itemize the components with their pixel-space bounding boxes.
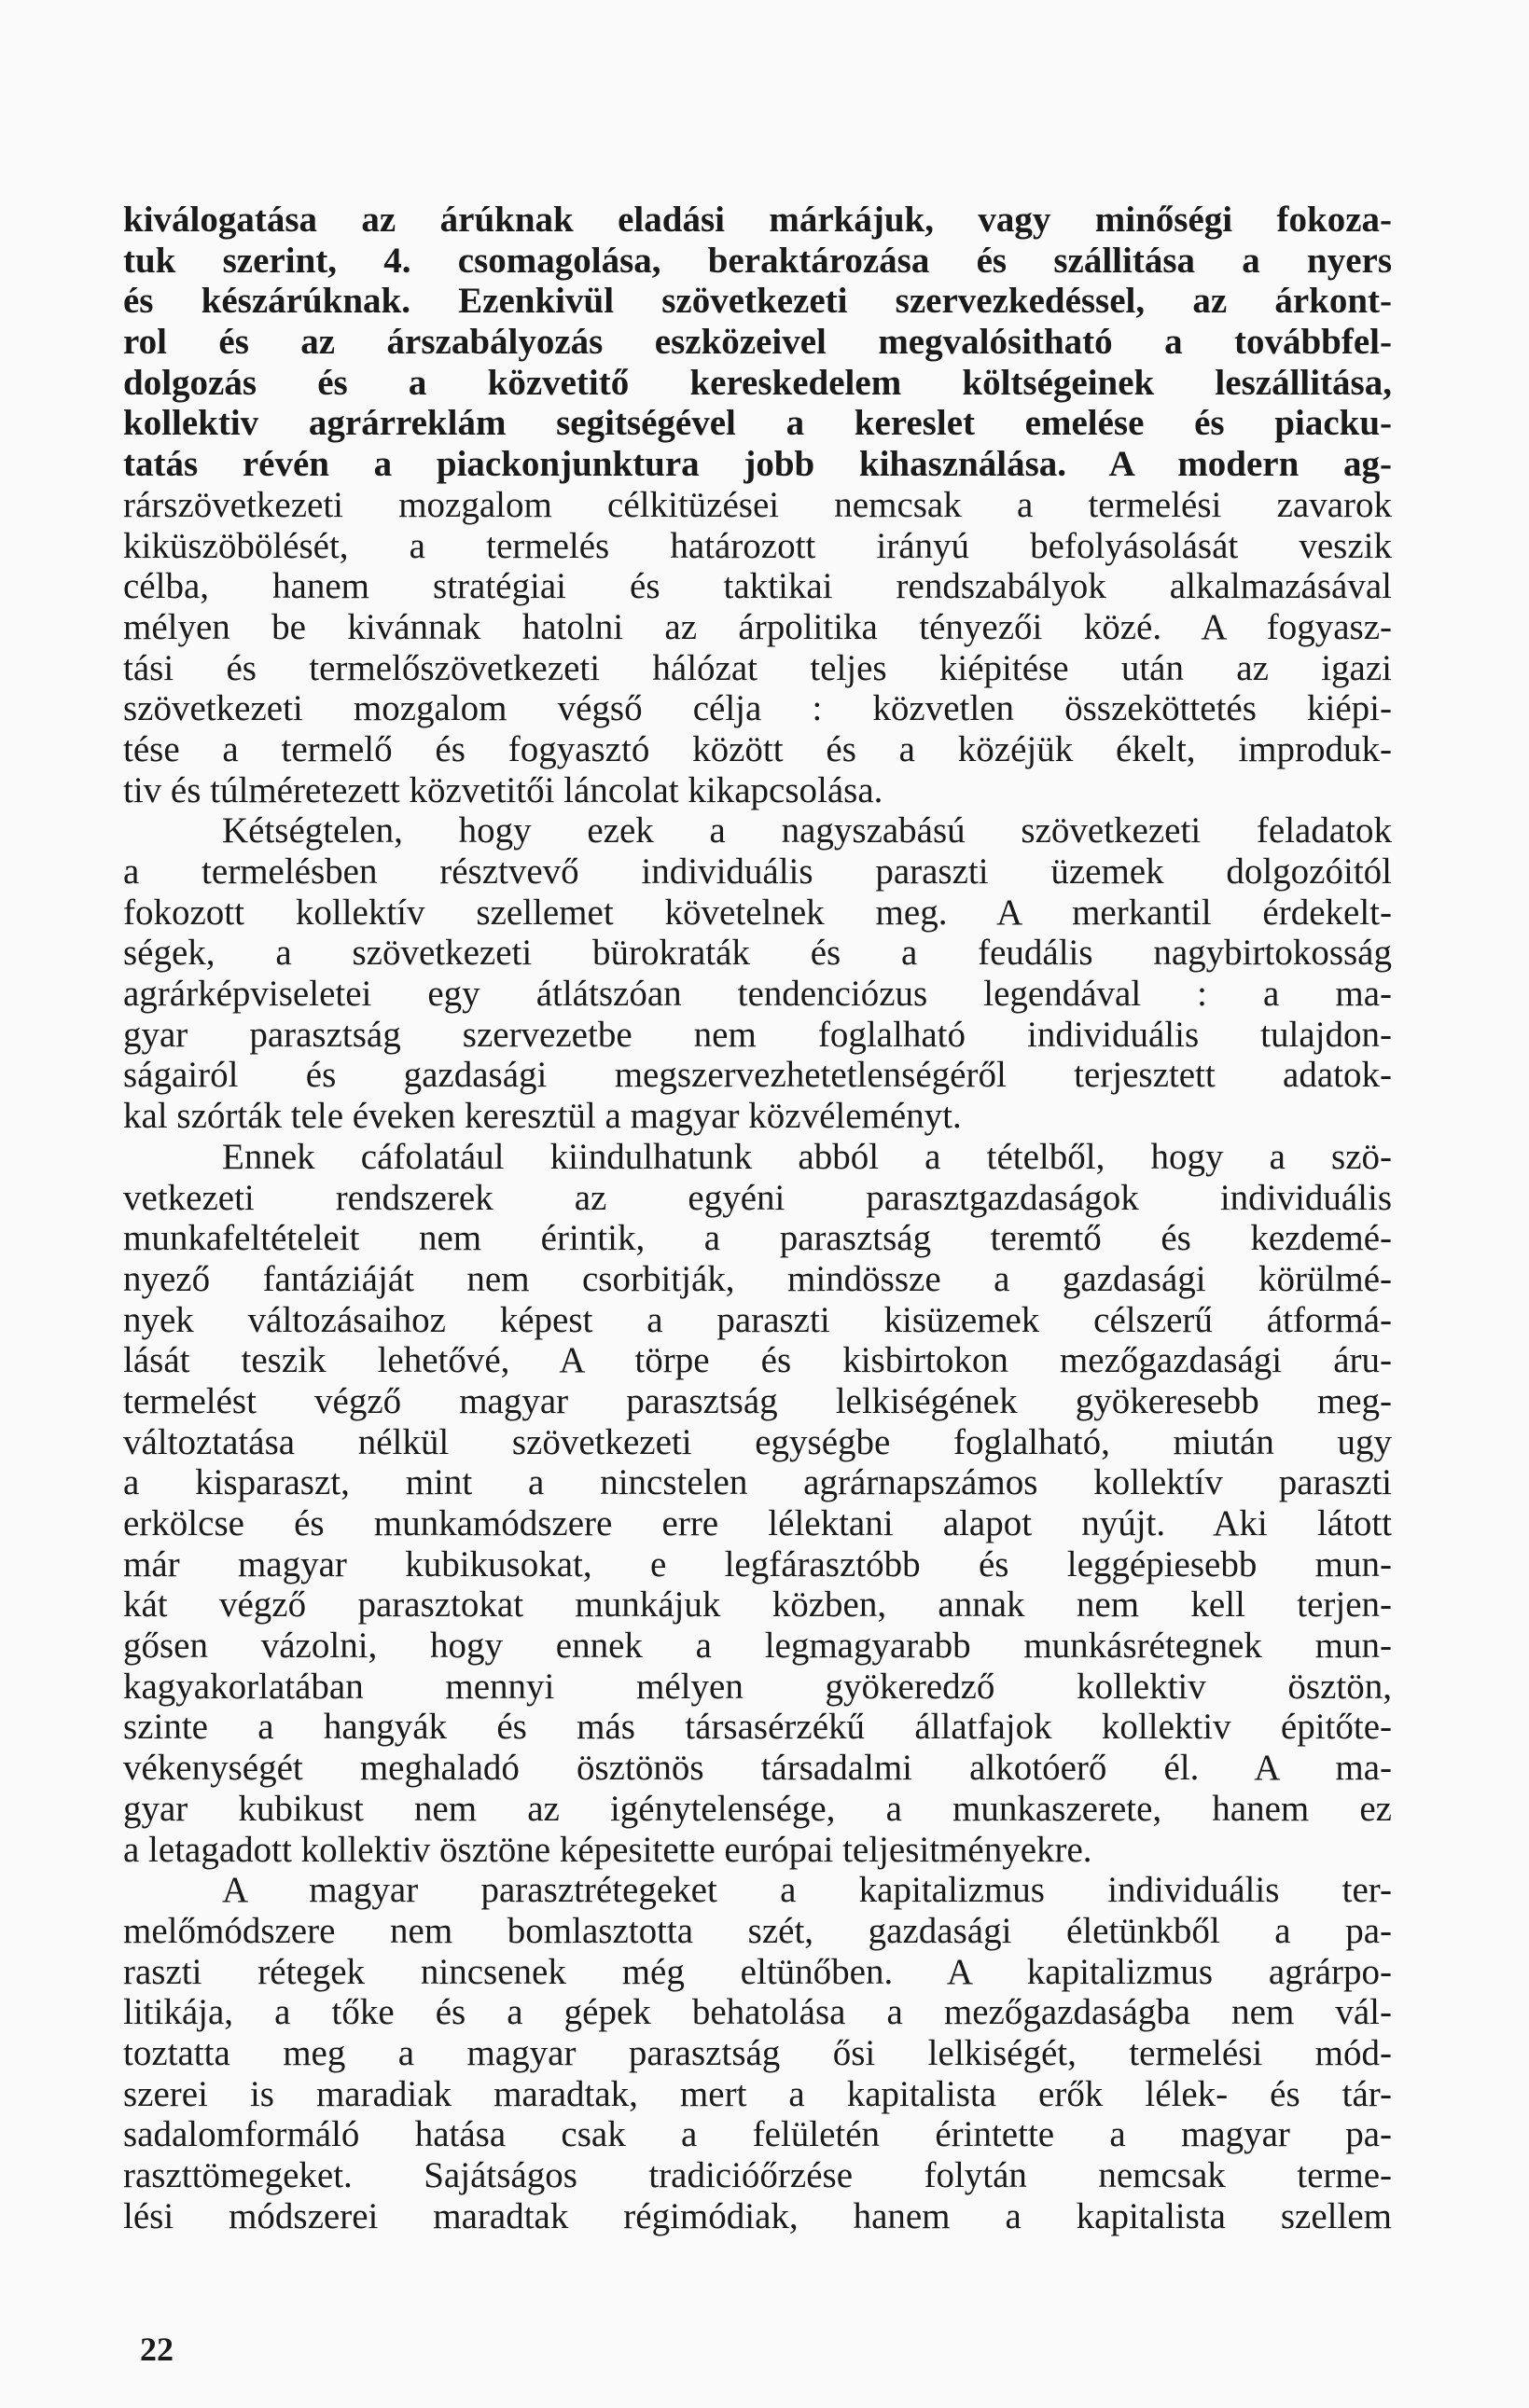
text-line: kát végző parasztokat munkájuk közben, annak nem kell terjen- <box>123 1585 1392 1626</box>
text-line: a letagadott kollektiv ösztöne képesitette európai teljesitményekre. <box>123 1829 1092 1870</box>
text-line: melőmódszere nem bomlasztotta szét, gazdasági életünkből a pa- <box>123 1910 1392 1951</box>
text-line: kiküszöbölését, a termelés határozott irányú befolyásolását veszik <box>123 525 1392 566</box>
text-line: nyező fantáziáját nem csorbitják, mindössze a gazdasági körülmé- <box>123 1258 1392 1299</box>
text-line: raszttömegeket. Sajátságos tradicióőrzése folytán nemcsak terme- <box>123 2155 1392 2195</box>
text-line: kagyakorlatában mennyi mélyen gyökeredző kollektiv ösztön, <box>123 1666 1392 1707</box>
text-line: lési módszerei maradtak régimódiak, hanem a kapitalista szellem <box>123 2195 1392 2236</box>
text-line: dolgozás és a közvetitő kereskedelem költségeinek leszállitása, <box>123 362 1392 403</box>
text-line: tése a termelő és fogyasztó között és a közéjük ékelt, improduk- <box>123 728 1392 769</box>
text-line: kal szórták tele éveken keresztül a magyar közvéleményt. <box>123 1096 962 1137</box>
text-line: már magyar kubikusokat, e legfárasztóbb és leggépiesebb mun- <box>123 1543 1392 1585</box>
text-line: fokozott kollektív szellemet követelnek meg. A merkantil érdekelt- <box>123 892 1392 933</box>
text-line: tatás révén a piackonjunktura jobb kihasználása. A modern ag- <box>123 444 1392 485</box>
text-line: mélyen be kivánnak hatolni az árpolitika tényezői közé. A fogyasz- <box>123 606 1392 647</box>
text-line: változtatása nélkül szövetkezeti egységbe foglalható, miután ugy <box>123 1421 1392 1462</box>
page-number: 22 <box>140 2331 174 2368</box>
body-text <box>123 200 1392 2236</box>
text-line: szerei is maradiak maradtak, mert a kapitalista erők lélek- és tár- <box>123 2073 1392 2114</box>
text-line: rárszövetkezeti mozgalom célkitüzései nemcsak a termelési zavarok <box>123 484 1392 525</box>
text-line: és készárúknak. Ezenkivül szövetkezeti szervezkedéssel, az árkont- <box>123 281 1392 322</box>
text-line: szövetkezeti mozgalom végső célja : közvetlen összeköttetés kiépi- <box>123 688 1392 729</box>
text-line: lását teszik lehetővé, A törpe és kisbirtokon mezőgazdasági áru- <box>123 1340 1392 1381</box>
text-line: gyar kubikust nem az igénytelensége, a munkaszerete, hanem ez <box>123 1788 1392 1829</box>
text-line: kollektiv agrárreklám segitségével a kereslet emelése és piacku- <box>123 403 1392 444</box>
text-line: erkölcse és munkamódszere erre lélektani alapot nyújt. Aki látott <box>123 1503 1392 1543</box>
text-line: tuk szerint, 4. csomagolása, beraktározása és szállitása a nyers <box>123 240 1392 281</box>
text-line: raszti rétegek nincsenek még eltünőben. A kapitalizmus agrárpo- <box>123 1951 1392 1992</box>
text-line: ságairól és gazdasági megszervezhetetlenségéről terjesztett adatok- <box>123 1055 1392 1096</box>
text-line: vetkezeti rendszerek az egyéni parasztgazdaságok individuális <box>123 1177 1392 1218</box>
text-line: litikája, a tőke és a gépek behatolása a mezőgazdaságba nem vál- <box>123 1992 1392 2033</box>
text-line: agrárképviseletei egy átlátszóan tendenciózus legendával : a ma- <box>123 974 1392 1015</box>
text-line: sadalomformáló hatása csak a felületén érintette a magyar pa- <box>123 2114 1392 2155</box>
text-line: gősen vázolni, hogy ennek a legmagyarabb munkásrétegnek mun- <box>123 1626 1392 1667</box>
text-line: tási és termelőszövetkezeti hálózat teljes kiépitése után az igazi <box>123 647 1392 688</box>
text-line: célba, hanem stratégiai és taktikai rendszabályok alkalmazásával <box>123 566 1392 607</box>
text-line: ségek, a szövetkezeti bürokraták és a feudális nagybirtokosság <box>123 933 1392 974</box>
text-line: tiv és túlméretezett közvetitői láncolat kikapcsolása. <box>123 769 883 810</box>
text-line: a kisparaszt, mint a nincstelen agrárnapszámos kollektív paraszti <box>123 1462 1392 1503</box>
text-line: nyek változásaihoz képest a paraszti kisüzemek célszerű átformá- <box>123 1299 1392 1340</box>
text-line: gyar parasztság szervezetbe nem foglalható individuális tulajdon- <box>123 1014 1392 1055</box>
text-line: munkafeltételeit nem érintik, a parasztság teremtő és kezdemé- <box>123 1218 1392 1259</box>
text-line: Kétségtelen, hogy ezek a nagyszabású szövetkezeti feladatok <box>222 810 1392 851</box>
text-line: kiválogatása az árúknak eladási márkájuk, vagy minőségi fokoza- <box>123 200 1392 240</box>
text-line: toztatta meg a magyar parasztság ősi lelkiségét, termelési mód- <box>123 2032 1392 2073</box>
text-line: termelést végző magyar parasztság lelkiségének gyökeresebb meg- <box>123 1380 1392 1421</box>
text-line: vékenységét meghaladó ösztönös társadalmi alkotóerő él. A ma- <box>123 1748 1392 1789</box>
text-line: a termelésben résztvevő individuális paraszti üzemek dolgozóitól <box>123 851 1392 892</box>
text-line: Ennek cáfolatául kiindulhatunk abból a tételből, hogy a szö- <box>222 1136 1392 1177</box>
text-line: szinte a hangyák és más társasérzékű állatfajok kollektiv épitőte- <box>123 1707 1392 1748</box>
text-line: A magyar parasztrétegeket a kapitalizmus individuális ter- <box>222 1870 1392 1911</box>
text-line: rol és az árszabályozás eszközeivel megvalósitható a továbbfel- <box>123 322 1392 363</box>
